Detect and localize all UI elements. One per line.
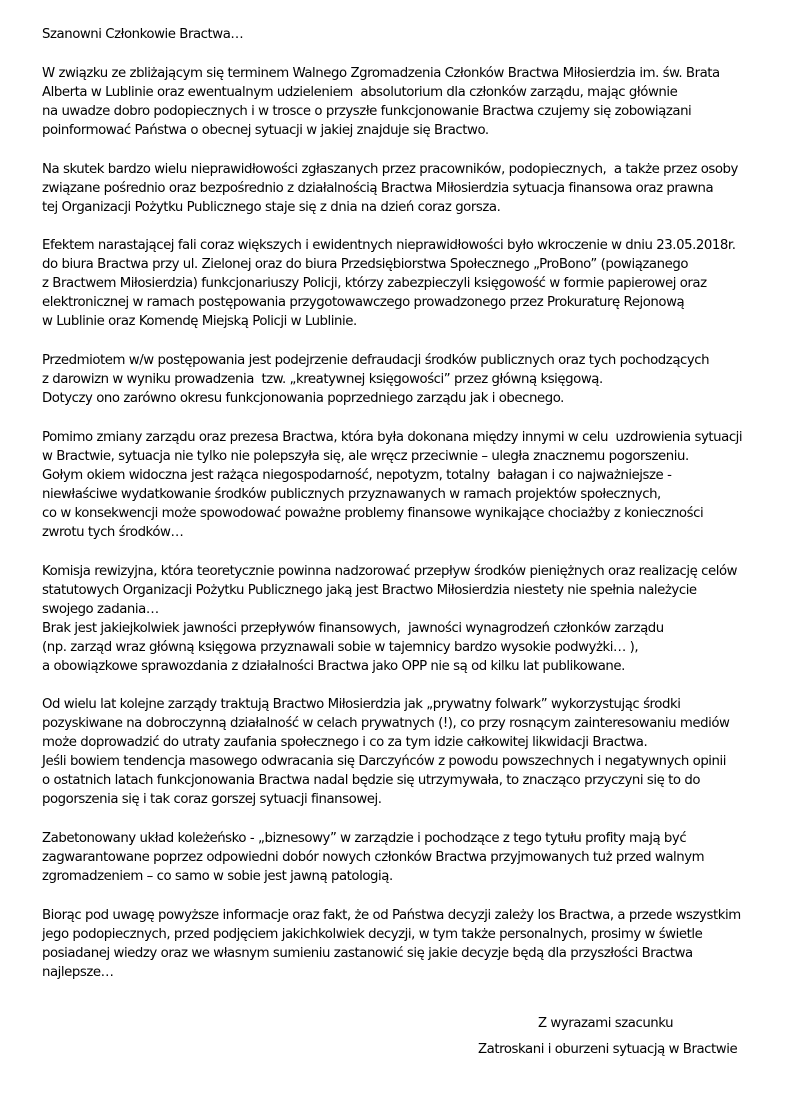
paragraph-4-line-1: Przedmiotem w/w postępowania jest podejrzenie defraudacji środków publicznych oraz tych pochodzących	[42, 353, 710, 368]
paragraph-1-line-2: Alberta w Lublinie oraz ewentualnym udzieleniem absolutorium dla członków zarządu, mając głównie	[42, 85, 678, 100]
paragraph-7-line-1: Od wielu lat kolejne zarządy traktują Bractwo Miłosierdzia jak „prywatny folwark” wykorzystując środki	[42, 697, 681, 712]
paragraph-2-line-3: tej Organizacji Pożytku Publicznego staje się z dnia na dzień coraz gorsza.	[42, 200, 501, 215]
paragraph-5-line-1: Pomimo zmiany zarządu oraz prezesa Bractwa, która była dokonana między innymi w celu uzdrowienia sytuacji	[42, 430, 743, 445]
signature: Zatroskani i oburzeni sytuacją w Bractwie	[478, 1042, 738, 1057]
paragraph-7-line-3: może doprowadzić do utraty zaufania społecznego i co za tym idzie całkowitej likwidacji Bractwa.	[42, 735, 648, 750]
paragraph-3-line-2: do biura Bractwa przy ul. Zielonej oraz do biura Przedsiębiorstwa Społecznego „ProBono” (powiązanego	[42, 257, 689, 272]
closing: Z wyrazami szacunku	[538, 1016, 674, 1031]
paragraph-7-line-2: pozyskiwane na dobroczynną działalność w celach prywatnych (!), co przy rosnącym zainteresowaniu mediów	[42, 716, 730, 731]
paragraph-9-line-3: posiadanej wiedzy oraz we własnym sumieniu zastanowić się jakie decyzje będą dla przyszłości Bractwa	[42, 946, 693, 961]
paragraph-5-line-6: zwrotu tych środków…	[42, 525, 184, 540]
paragraph-6-line-3: swojego zadania…	[42, 602, 159, 617]
paragraph-5-line-5: co w konsekwencji może spowodować poważne problemy finansowe wynikające chociażby z konieczności	[42, 506, 704, 521]
paragraph-3-line-1: Efektem narastającej fali coraz większych i ewidentnych nieprawidłowości było wkroczenie w dniu 23.05.2018r.	[42, 238, 736, 253]
paragraph-8-line-2: zagwarantowane poprzez odpowiedni dobór nowych członków Bractwa przyjmowanych tuż przed walnym	[42, 850, 705, 865]
paragraph-6-line-2: statutowych Organizacji Pożytku Publicznego jaką jest Bractwo Miłosierdzia niestety nie spełnia należycie	[42, 583, 697, 598]
paragraph-3-line-4: elektronicznej w ramach postępowania przygotowawczego prowadzonego przez Prokuraturę Rejonową	[42, 295, 685, 310]
paragraph-5-line-3: Gołym okiem widoczna jest rażąca niegospodarność, nepotyzm, totalny bałagan i co najważniejsze -	[42, 468, 672, 483]
greeting: Szanowni Członkowie Bractwa…	[42, 27, 244, 42]
paragraph-8-line-3: zgromadzeniem – co samo w sobie jest jawną patologią.	[42, 869, 393, 884]
paragraph-4-line-2: z darowizn w wyniku prowadzenia tzw. „kreatywnej księgowości” przez główną księgową.	[42, 372, 603, 387]
paragraph-7-line-5: o ostatnich latach funkcjonowania Bractwa nadal będzie się utrzymywała, to znacząco przyczyni się to do	[42, 773, 701, 788]
paragraph-6-line-5: (np. zarząd wraz główną księgowa przyznawali sobie w tajemnicy bardzo wysokie podwyżki… ),	[42, 640, 639, 655]
paragraph-9-line-1: Biorąc pod uwagę powyższe informacje oraz fakt, że od Państwa decyzji zależy los Bractwa, a przede wszystkim	[42, 908, 741, 923]
paragraph-8-line-1: Zabetonowany układ koleżeńsko - „biznesowy” w zarządzie i pochodzące z tego tytułu profity mają być	[42, 831, 687, 846]
paragraph-3-line-3: z Bractwem Miłosierdzia) funkcjonariuszy Policji, którzy zabezpieczyli księgowość w formie papierowej oraz	[42, 276, 707, 291]
paragraph-6-line-6: a obowiązkowe sprawozdania z działalności Bractwa jako OPP nie są od kilku lat publikowane.	[42, 659, 625, 674]
paragraph-2-line-2: związane pośrednio oraz bezpośrednio z działalnością Bractwa Miłosierdzia sytuacja finansowa oraz prawna	[42, 181, 714, 196]
paragraph-5-line-2: w Bractwie, sytuacja nie tylko nie polepszyła się, ale wręcz przeciwnie – uległa znacznemu pogorszeniu.	[42, 449, 689, 464]
paragraph-5-line-4: niewłaściwe wydatkowanie środków publicznych przyznawanych w ramach projektów społecznych,	[42, 487, 661, 502]
paragraph-1-line-4: poinformować Państwa o obecnej sytuacji w jakiej znajduje się Bractwo.	[42, 123, 489, 138]
paragraph-9-line-2: jego podopiecznych, przed podjęciem jakichkolwiek decyzji, w tym także personalnych, prosimy w świetle	[42, 927, 703, 942]
paragraph-6-line-4: Brak jest jakiejkolwiek jawności przepływów finansowych, jawności wynagrodzeń członków zarządu	[42, 621, 664, 636]
paragraph-9-line-4: najlepsze…	[42, 965, 114, 980]
paragraph-2-line-1: Na skutek bardzo wielu nieprawidłowości zgłaszanych przez pracowników, podopiecznych, a także przez osoby	[42, 162, 738, 177]
paragraph-6-line-1: Komisja rewizyjna, która teoretycznie powinna nadzorować przepływ środków pieniężnych oraz realizację celów	[42, 564, 738, 579]
paragraph-7-line-4: Jeśli bowiem tendencja masowego odwracania się Darczyńców z powodu powszechnych i negatywnych opinii	[42, 754, 727, 769]
paragraph-1-line-1: W związku ze zbliżającym się terminem Walnego Zgromadzenia Członków Bractwa Miłosierdzia im. św. Brata	[42, 66, 720, 81]
paragraph-1-line-3: na uwadze dobro podopiecznych i w trosce o przyszłe funkcjonowanie Bractwa czujemy się zobowiązani	[42, 104, 692, 119]
paragraph-3-line-5: w Lublinie oraz Komendę Miejską Policji w Lublinie.	[42, 314, 357, 329]
paragraph-4-line-3: Dotyczy ono zarówno okresu funkcjonowania poprzedniego zarządu jak i obecnego.	[42, 391, 564, 406]
paragraph-7-line-6: pogorszenia się i tak coraz gorszej sytuacji finansowej.	[42, 792, 382, 807]
